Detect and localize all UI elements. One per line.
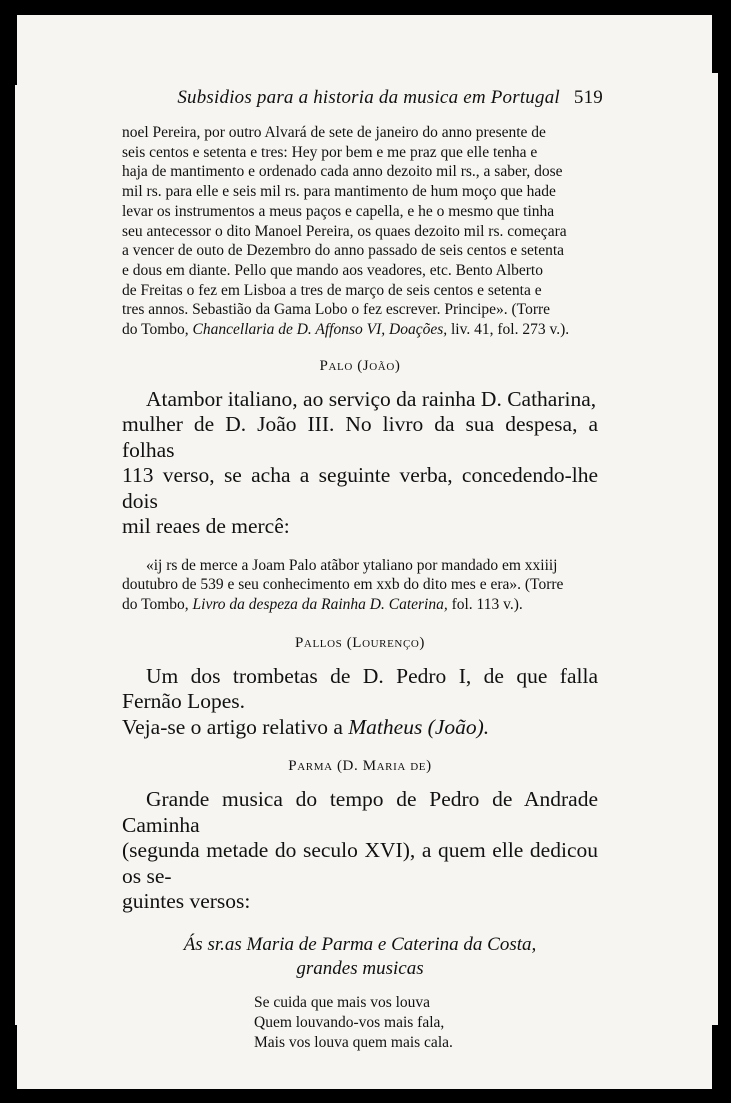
crop-mark [13,13,17,85]
poem-title-line: Ás sr.as Maria de Parma e Caterina da Costa, [183,933,537,955]
poem-title [122,933,598,981]
text-line: mil reaes de mercê: [122,514,290,539]
crop-mark [712,13,718,73]
text-line: mulher de D. João III. No livro da sua despesa, a folhas [122,412,598,462]
text-line: Veja-se o artigo relativo a Matheus (João). [122,714,490,739]
continued-document-text [122,123,598,340]
text-line: doutubro de 539 e seu conhecimento em xxb do dito mes e era». (Torre [122,576,564,594]
book-page [15,15,718,1089]
text-line: de Freitas o fez em Lisboa a tres de março de seis centos e setenta e [122,281,542,299]
text-line: seu antecessor o dito Manoel Pereira, os quaes dezoito mil rs. começara [122,222,567,240]
text-line: «ij rs de merce a Joam Palo atãbor ytaliano por mandado em xxiiij [146,556,558,574]
running-header [15,87,603,109]
text-line-citation: do Tombo, Chancellaria de D. Affonso VI, Doações, liv. 41, fol. 273 v.). [122,321,570,339]
text-line: (segunda metade do seculo XVI), a quem elle dedicou os se- [122,838,598,888]
text-line: seis centos e setenta e tres: Hey por bem e me praz que elle tenha e [122,143,538,161]
text-line: 113 verso, se acha a seguinte verba, concedendo-lhe dois [122,463,598,513]
entry-heading-parma: Parma (D. Maria de) [288,758,432,775]
quoted-document-palo [122,556,598,615]
text-line-citation: do Tombo, Livro da despeza da Rainha D. Caterina, fol. 113 v.). [122,596,523,614]
entry-text-pallos [122,664,598,741]
verse-line: Mais vos louva quem mais cala. [254,1033,453,1051]
poem-title-line: grandes musicas [296,957,424,979]
crop-mark [13,1025,17,1091]
entry-heading-pallos: Pallos (Lourenço) [294,634,426,651]
entry-text-palo [122,387,598,540]
page-body [122,123,598,1053]
text-line: haja de mantimento e ordenado cada anno dezoito mil rs., a saber, dose [122,163,563,181]
page-number: 519 [573,87,603,108]
running-title: Subsidios para a historia da musica em Portugal [177,87,560,108]
text-line: e dous em diante. Pello que mando aos veadores, etc. Bento Alberto [122,261,543,279]
verse-line: Quem louvando-vos mais fala, [254,1013,445,1031]
verse-line: Se cuida que mais vos louva [254,993,431,1011]
text-line: a vencer de outo de Dezembro do anno passado de seis centos e setenta [122,242,565,260]
entry-heading-palo: Palo (João) [319,357,401,374]
text-line: tres annos. Sebastião da Gama Lobo o fez escrever. Principe». (Torre [122,301,551,319]
text-line: guintes versos: [122,889,251,914]
text-line: Atambor italiano, ao serviço da rainha D. Catharina, [146,386,597,411]
poem-verses [254,993,598,1053]
entry-text-parma [122,787,598,915]
text-line: Um dos trombetas de D. Pedro I, de que falla Fernão Lopes. [122,663,598,714]
text-line: noel Pereira, por outro Alvará de sete de janeiro do anno presente de [122,124,546,141]
text-line: mil rs. para elle e seis mil rs. para mantimento de hum moço que hade [122,183,556,201]
crop-mark [712,1025,718,1091]
text-line: Grande musica do tempo de Pedro de Andrade Caminha [122,787,598,837]
text-line: levar os instrumentos a meus paços e capella, e he o mesmo que tinha [122,202,555,220]
